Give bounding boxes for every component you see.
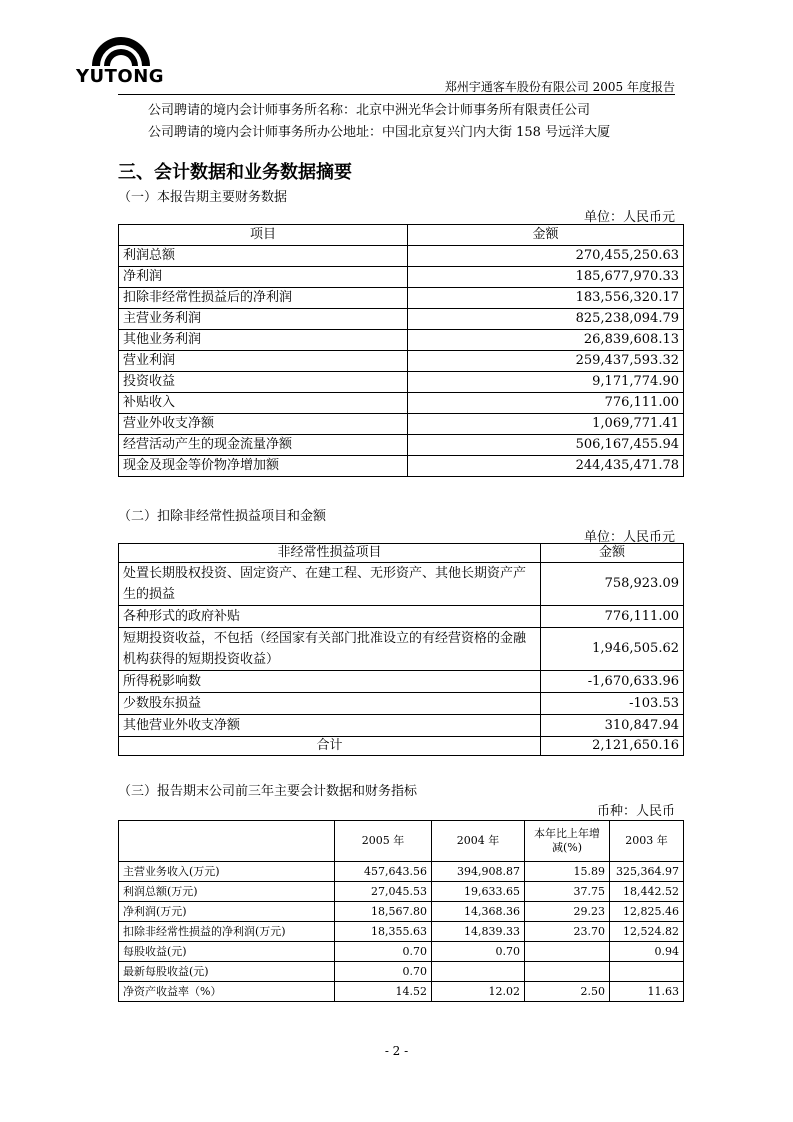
row-value: 776,111.00 <box>408 393 684 414</box>
row-value: 394,908.87 <box>432 862 525 882</box>
table-row <box>119 922 684 942</box>
header-divider <box>118 94 675 95</box>
table-row <box>119 942 684 962</box>
row-value: 18,567.80 <box>335 902 432 922</box>
company-logo <box>72 36 165 92</box>
table-row <box>119 982 684 1002</box>
row-value: 19,633.65 <box>432 882 525 902</box>
accountant-name: 公司聘请的境内会计师事务所名称：北京中洲光华会计师事务所有限责任公司 <box>148 103 591 118</box>
table-row <box>119 962 684 982</box>
row-label: 最新每股收益(元) <box>119 962 335 982</box>
row-value: 310,847.94 <box>541 715 684 737</box>
row-label: 少数股东损益 <box>119 693 541 715</box>
row-value: 185,677,970.33 <box>408 267 684 288</box>
total-row <box>119 737 684 756</box>
header-cell <box>119 821 335 862</box>
row-value: 457,643.56 <box>335 862 432 882</box>
row-value: 12,524.82 <box>610 922 684 942</box>
table-header-row <box>119 225 684 246</box>
header-cell: 项目 <box>119 225 408 246</box>
row-label: 经营活动产生的现金流量净额 <box>119 435 408 456</box>
row-label: 现金及现金等价物净增加额 <box>119 456 408 477</box>
row-value: 506,167,455.94 <box>408 435 684 456</box>
header-cell: 2003 年 <box>610 821 684 862</box>
table3-title: （三）报告期末公司前三年主要会计数据和财务指标 <box>118 784 418 799</box>
table-header-row <box>119 544 684 563</box>
accountant-address: 公司聘请的境内会计师事务所办公地址：中国北京复兴门内大街 158 号远洋大厦 <box>148 125 611 140</box>
row-label: 其他营业外收支净额 <box>119 715 541 737</box>
row-value: 18,355.63 <box>335 922 432 942</box>
row-value: 26,839,608.13 <box>408 330 684 351</box>
table1-title: （一）本报告期主要财务数据 <box>118 190 288 205</box>
row-value: 18,442.52 <box>610 882 684 902</box>
table-row <box>119 288 684 309</box>
row-label: 所得税影响数 <box>119 671 541 693</box>
total-value: 2,121,650.16 <box>541 737 684 756</box>
row-label: 主营业务利润 <box>119 309 408 330</box>
page-number: - 2 - <box>384 1044 409 1058</box>
table-row <box>119 862 684 882</box>
row-value: 1,069,771.41 <box>408 414 684 435</box>
row-value: 9,171,774.90 <box>408 372 684 393</box>
row-label: 其他业务利润 <box>119 330 408 351</box>
three-year-table <box>118 820 684 1002</box>
row-value: 23.70 <box>525 922 610 942</box>
row-label: 各种形式的政府补贴 <box>119 606 541 628</box>
table-row <box>119 372 684 393</box>
row-label: 短期投资收益，不包括（经国家有关部门批准设立的有经营资格的金融机构获得的短期投资收益） <box>119 628 541 671</box>
table-row <box>119 606 684 628</box>
header-cell: 金额 <box>408 225 684 246</box>
table-row <box>119 715 684 737</box>
row-value: 270,455,250.63 <box>408 246 684 267</box>
row-value: 37.75 <box>525 882 610 902</box>
table-row <box>119 351 684 372</box>
row-value: 0.94 <box>610 942 684 962</box>
row-value: 325,364.97 <box>610 862 684 882</box>
row-value: 183,556,320.17 <box>408 288 684 309</box>
header-cell: 本年比上年增减(%) <box>525 821 610 862</box>
row-value: 1,946,505.62 <box>541 628 684 671</box>
header-cell: 金额 <box>541 544 684 563</box>
table-row <box>119 456 684 477</box>
row-label: 净利润(万元) <box>119 902 335 922</box>
non-recurring-table <box>118 543 684 756</box>
table-row <box>119 902 684 922</box>
row-label: 每股收益(元) <box>119 942 335 962</box>
table-row <box>119 267 684 288</box>
table-row <box>119 393 684 414</box>
row-value: 14,839.33 <box>432 922 525 942</box>
row-value <box>525 962 610 982</box>
table3-unit: 币种：人民币 <box>596 804 675 819</box>
row-label: 扣除非经常性损益的净利润(万元) <box>119 922 335 942</box>
row-value: 259,437,593.32 <box>408 351 684 372</box>
main-financial-table <box>118 224 684 477</box>
table-row <box>119 693 684 715</box>
table2-title: （二）扣除非经常性损益项目和金额 <box>118 509 327 524</box>
table-row <box>119 563 684 606</box>
row-value <box>432 962 525 982</box>
row-label: 处置长期股权投资、固定资产、在建工程、无形资产、其他长期资产产生的损益 <box>119 563 541 606</box>
row-value: 12,825.46 <box>610 902 684 922</box>
table-row <box>119 330 684 351</box>
row-label: 利润总额(万元) <box>119 882 335 902</box>
table2-unit: 单位：人民币元 <box>583 530 675 545</box>
row-value: 2.50 <box>525 982 610 1002</box>
row-value: 15.89 <box>525 862 610 882</box>
row-label: 净利润 <box>119 267 408 288</box>
row-value: 14,368.36 <box>432 902 525 922</box>
row-value: 825,238,094.79 <box>408 309 684 330</box>
row-value: 758,923.09 <box>541 563 684 606</box>
table-row <box>119 246 684 267</box>
row-value: 776,111.00 <box>541 606 684 628</box>
row-label: 补贴收入 <box>119 393 408 414</box>
row-label: 扣除非经常性损益后的净利润 <box>119 288 408 309</box>
row-label: 主营业务收入(万元) <box>119 862 335 882</box>
yutong-arc-icon <box>86 36 156 68</box>
row-value: 14.52 <box>335 982 432 1002</box>
row-value: 0.70 <box>335 962 432 982</box>
header-cell: 2004 年 <box>432 821 525 862</box>
table-row <box>119 435 684 456</box>
report-title: 郑州宇通客车股份有限公司 2005 年度报告 <box>444 80 675 94</box>
row-value: -103.53 <box>541 693 684 715</box>
row-value <box>610 962 684 982</box>
table-header-row <box>119 821 684 862</box>
table-row <box>119 882 684 902</box>
row-label: 投资收益 <box>119 372 408 393</box>
table-row <box>119 628 684 671</box>
row-value: -1,670,633.96 <box>541 671 684 693</box>
table1-unit: 单位：人民币元 <box>583 210 675 225</box>
row-value: 12.02 <box>432 982 525 1002</box>
row-label: 营业利润 <box>119 351 408 372</box>
header-cell: 非经常性损益项目 <box>119 544 541 563</box>
row-value: 29.23 <box>525 902 610 922</box>
row-label: 利润总额 <box>119 246 408 267</box>
row-label: 净资产收益率（%） <box>119 982 335 1002</box>
row-value: 27,045.53 <box>335 882 432 902</box>
row-value: 0.70 <box>432 942 525 962</box>
table-row <box>119 671 684 693</box>
row-value: 244,435,471.78 <box>408 456 684 477</box>
header-cell: 2005 年 <box>335 821 432 862</box>
total-label: 合计 <box>119 737 541 756</box>
table-row <box>119 309 684 330</box>
section-title: 三、会计数据和业务数据摘要 <box>118 162 352 183</box>
table-row <box>119 414 684 435</box>
logo-text: YUTONG <box>76 66 165 87</box>
row-value: 11.63 <box>610 982 684 1002</box>
row-value <box>525 942 610 962</box>
row-label: 营业外收支净额 <box>119 414 408 435</box>
row-value: 0.70 <box>335 942 432 962</box>
